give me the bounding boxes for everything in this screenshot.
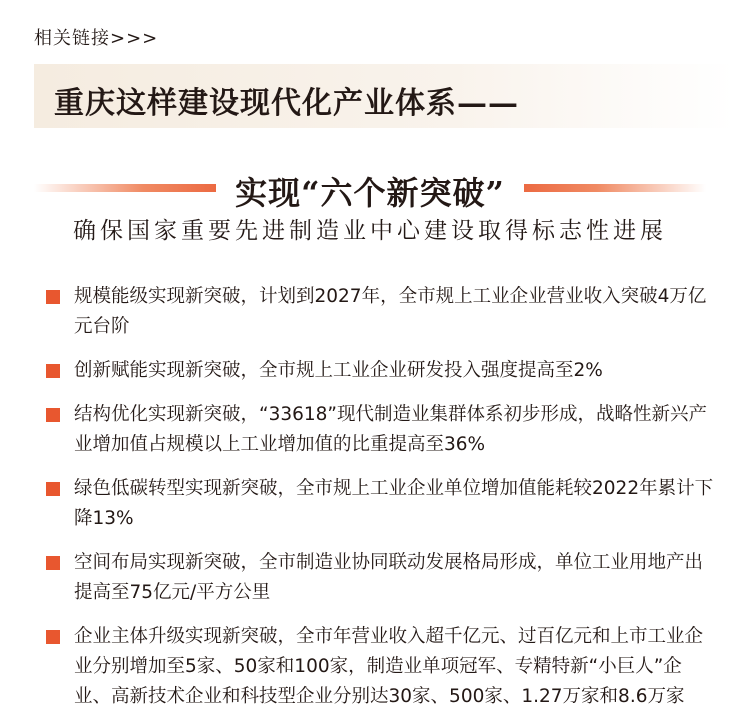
section-subtitle: 确保国家重要先进制造业中心建设取得标志性进展 (73, 218, 667, 244)
list-item-text: 规模能级实现新突破，计划到2027年，全市规上工业企业营业收入突破4万亿元台阶 (74, 286, 707, 337)
related-links-label[interactable]: 相关链接>>> (34, 28, 159, 49)
banner-title: 重庆这样建设现代化产业体系—— (54, 86, 519, 121)
square-bullet-icon (46, 364, 60, 378)
list-item-text: 绿色低碳转型实现新突破，全市规上工业企业单位增加值能耗较2022年累计下降13% (74, 478, 714, 529)
section-title-row (34, 168, 706, 212)
section-title: 实现“六个新突破” (235, 174, 505, 212)
list-item (46, 548, 716, 608)
title-banner (34, 64, 734, 128)
square-bullet-icon (46, 408, 60, 422)
square-bullet-icon (46, 630, 60, 644)
list-item (46, 474, 716, 534)
list-item-text: 结构优化实现新突破，“33618”现代制造业集群体系初步形成，战略性新兴产业增加值占规模以上工业增加值的比重提高至36% (74, 404, 708, 455)
square-bullet-icon (46, 556, 60, 570)
list-item-text: 空间布局实现新突破，全市制造业协同联动发展格局形成，单位工业用地产出提高至75亿元/平方公里 (74, 552, 704, 603)
list-item (46, 356, 716, 386)
list-item-text: 企业主体升级实现新突破，全市年营业收入超千亿元、过百亿元和上市工业企业分别增加至5家、50家和100家，制造业单项冠军、专精特新“小巨人”企业、高新技术企业和科技型企业分别达30家、500家、1.27万家和8.6万家 (74, 626, 704, 707)
square-bullet-icon (46, 482, 60, 496)
breakthrough-list (46, 282, 716, 726)
list-item (46, 282, 716, 342)
square-bullet-icon (46, 290, 60, 304)
list-item (46, 622, 716, 712)
list-item-text: 创新赋能实现新突破，全市规上工业企业研发投入强度提高至2% (74, 360, 603, 381)
list-item (46, 400, 716, 460)
